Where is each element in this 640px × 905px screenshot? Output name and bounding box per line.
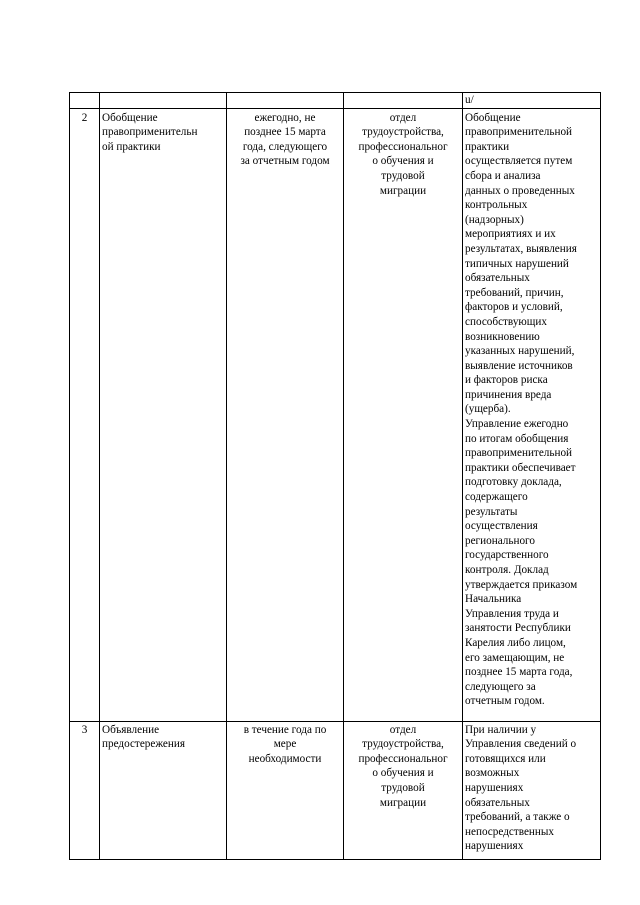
activity-description-line: и факторов риска <box>465 374 548 387</box>
activity-description-line: утверждается приказом <box>465 578 578 591</box>
activity-description-line: непосредственных <box>465 825 555 838</box>
activity-description-line: следующего за <box>465 680 536 693</box>
activity-description-line: нарушениях <box>465 840 524 853</box>
activity-term-line: в течение года по <box>243 723 327 736</box>
activity-description-line: u/ <box>465 94 474 106</box>
activity-term-cell <box>227 721 344 859</box>
activity-term-cell <box>227 93 344 109</box>
activities-table <box>69 92 601 860</box>
activity-description-line: Управления труда и <box>465 607 559 620</box>
activity-description-line: отчетным годом. <box>465 695 545 708</box>
activity-name-line: ой практики <box>102 140 161 153</box>
activity-term-line: года, следующего <box>242 140 328 153</box>
activity-description-line: контроля. Доклад <box>465 564 549 576</box>
activity-description-line: готовящихся или <box>465 752 546 765</box>
table-row <box>70 721 601 859</box>
activity-description-line: Карелия либо лицом, <box>465 636 566 649</box>
activity-name-line: предостережения <box>102 738 186 751</box>
activity-description-line: по итогам обобщения <box>465 432 569 445</box>
activity-description-line: его замещающим, не <box>465 651 565 664</box>
activity-description-line: (надзорных) <box>465 213 524 226</box>
responsible-unit-line: профессиональног <box>358 140 448 153</box>
activity-description-cell <box>463 93 601 109</box>
activity-description-line: указанных нарушений, <box>465 345 575 358</box>
activity-description-line: мероприятиях и их <box>465 228 556 241</box>
activity-description-line: практики обеспечивает <box>465 461 576 474</box>
activity-description-line: При наличии у <box>465 723 537 736</box>
responsible-unit-line: отдел <box>389 111 417 124</box>
activity-term-line: ежегодно, не <box>254 111 316 124</box>
activity-name-line: правоприменительн <box>102 126 198 139</box>
activity-description-line: регионального <box>465 534 535 547</box>
activity-name-line: Объявление <box>102 723 160 736</box>
responsible-unit-line: трудоустройства, <box>362 126 444 139</box>
activity-description-line: содержащего <box>465 491 528 504</box>
activity-description-line: Обобщение <box>465 111 521 124</box>
activity-description-line: правоприменительной <box>465 447 573 460</box>
activity-term-cell <box>227 108 344 721</box>
responsible-unit-line: миграции <box>379 184 427 197</box>
activity-name-cell <box>100 108 227 721</box>
activity-description-line: (ущерба). <box>465 403 511 416</box>
activity-description-line: требований, а также о <box>465 811 570 824</box>
responsible-unit-line: трудовой <box>381 781 425 794</box>
activity-term-line: позднее 15 марта <box>244 126 326 139</box>
activity-term-line: необходимости <box>248 752 322 765</box>
activity-description-cell <box>463 108 601 721</box>
activity-description-line: нарушениях <box>465 781 524 794</box>
table-row <box>70 108 601 721</box>
activity-description-line: осуществляется путем <box>465 155 573 168</box>
activity-name-cell <box>100 721 227 859</box>
responsible-unit-line: о обучения и <box>372 767 434 780</box>
activity-description-line: занятости Республики <box>465 622 571 635</box>
activity-name-cell <box>100 93 227 109</box>
activity-description-line: Управления сведений о <box>465 738 577 751</box>
activity-term-line: за отчетным годом <box>240 155 330 168</box>
responsible-unit-line: о обучения и <box>372 155 434 168</box>
activity-description-line: возникновению <box>465 330 540 343</box>
activity-description-line: осуществления <box>465 520 538 533</box>
activity-description-line: способствующих <box>465 315 547 328</box>
responsible-unit-line: миграции <box>379 796 427 809</box>
row-number-cell: 3 <box>70 721 100 859</box>
activity-description-line: подготовку доклада, <box>465 476 562 489</box>
activity-description-line: сбора и анализа <box>465 169 541 182</box>
activity-description-line: Управление ежегодно <box>465 418 569 431</box>
activity-description-cell <box>463 721 601 859</box>
activity-description-line: возможных <box>465 767 520 780</box>
activity-description-line: результаты <box>465 505 518 518</box>
activity-description-line: Начальника <box>465 593 522 606</box>
activity-description-line: причинения вреда <box>465 388 552 401</box>
activity-description-line: государственного <box>465 549 549 562</box>
activity-description-line: типичных нарушений <box>465 257 569 270</box>
table-row <box>70 93 601 109</box>
activity-term-line: мере <box>273 738 297 751</box>
activity-description-line: данных о проведенных <box>465 184 575 197</box>
responsible-unit-cell <box>344 108 463 721</box>
responsible-unit-cell <box>344 721 463 859</box>
responsible-unit-cell <box>344 93 463 109</box>
responsible-unit-line: трудоустройства, <box>362 738 444 751</box>
activity-description-line: обязательных <box>465 796 530 809</box>
row-number-cell <box>70 93 100 109</box>
activity-description-line: контрольных <box>465 199 528 212</box>
activity-description-line: практики <box>465 140 510 153</box>
activity-description-line: позднее 15 марта года, <box>465 666 573 679</box>
activity-description-line: правоприменительной <box>465 126 573 139</box>
activity-description-line: выявление источников <box>465 359 573 372</box>
activity-description-line: факторов и условий, <box>465 301 563 314</box>
row-number-cell: 2 <box>70 108 100 721</box>
activity-description-line: результатах, выявления <box>465 242 577 255</box>
responsible-unit-line: отдел <box>389 723 417 736</box>
activity-description-line: обязательных <box>465 272 530 285</box>
activity-description-line: требований, причин, <box>465 286 564 299</box>
responsible-unit-line: профессиональног <box>358 752 448 765</box>
activity-name-line: Обобщение <box>102 111 158 124</box>
responsible-unit-line: трудовой <box>381 169 425 182</box>
